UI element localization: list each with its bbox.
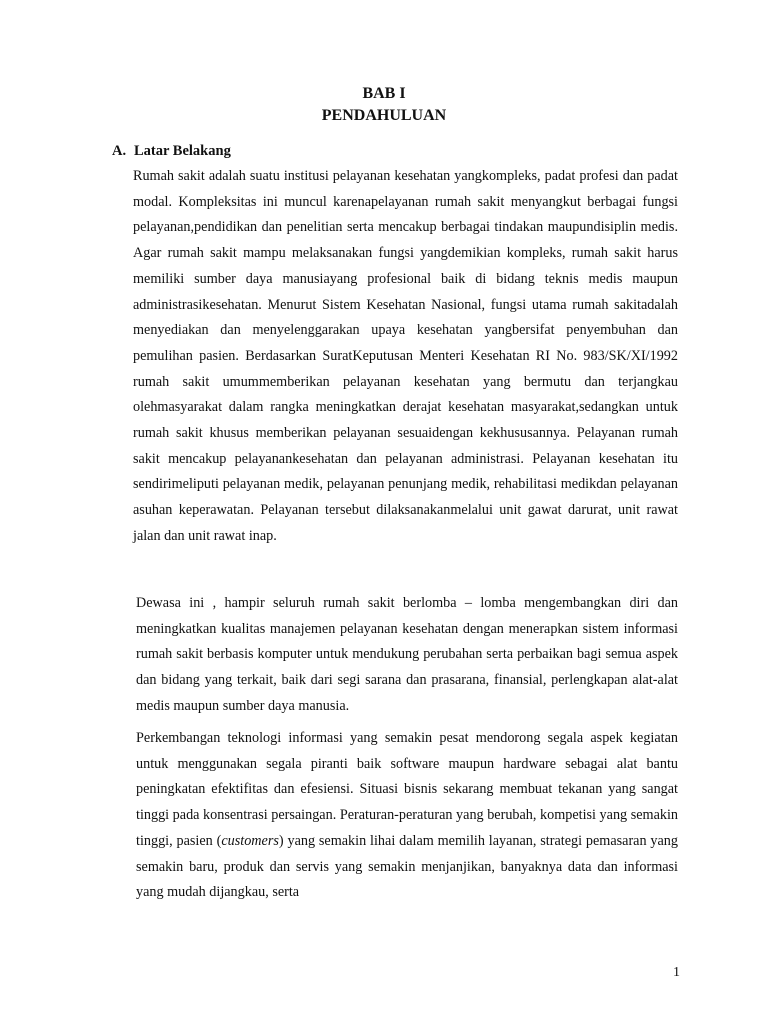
- paragraph-perkembangan-teknologi: [136, 726, 678, 906]
- chapter-title: PENDAHULUAN: [321, 107, 447, 124]
- chapter-number: BAB I: [362, 85, 406, 102]
- paragraph-text-part: ) yang semakin lihai dalam memilih layanan, strategi pemasaran yang semakin baru, produk dan servis yang semakin menjanjikan, banyaknya data dan informasi yang mudah dijangkau, serta: [136, 832, 678, 901]
- section-letter: A.: [112, 143, 127, 159]
- section-heading: [112, 141, 231, 161]
- section-title: Latar Belakang: [134, 143, 231, 159]
- italic-term-customers: customers: [221, 832, 279, 849]
- paragraph-text-part: Perkembangan teknologi informasi yang semakin pesat mendorong segala aspek kegiatan untuk menggunakan segala piranti baik software maupun hardware sebagai alat bantu peningkatan efektifitas dan efesiensi. Situasi bisnis sekarang membuat tekanan yang sangat tinggi pada konsentrasi persaingan. Peraturan-peraturan yang berubah, kompetisi yang semakin tinggi, pasien (: [136, 730, 678, 849]
- paragraph-dewasa-ini: Dewasa ini , hampir seluruh rumah sakit berlomba – lomba mengembangkan diri dan meningkatkan kualitas manajemen pelayanan kesehatan dengan menerapkan sistem informasi rumah sakit berbasis komputer untuk mendukung perubahan serta perbaikan bagi semua aspek dan bidang yang terkait, baik dari segi sarana dan prasarana, finansial, perlengkapan alat-alat medis maupun sumber daya manusia.: [136, 595, 678, 714]
- paragraph-latar-belakang: Rumah sakit adalah suatu institusi pelayanan kesehatan yangkompleks, padat profesi dan padat modal. Kompleksitas ini muncul karenapelayanan rumah sakit menyangkut berbagai fungsi pelayanan,pendidikan dan penelitian serta mencakup berbagai tindakan maupundisiplin medis. Agar rumah sakit mampu melaksanakan fungsi yangdemikian kompleks, rumah sakit harus memiliki sumber daya manusiayang profesional baik di bidang teknis medis maupun administrasikesehatan. Menurut Sistem Kesehatan Nasional, fungsi utama rumah sakitadalah menyediakan dan menyelenggarakan upaya kesehatan yangbersifat penyembuhan dan pemulihan pasien. Berdasarkan SuratKeputusan Menteri Kesehatan RI No. 983/SK/XI/1992 rumah sakit umummemberikan pelayanan kesehatan yang bermutu dan terjangkau olehmasyarakat dalam rangka meningkatkan derajat kesehatan masyarakat,sedangkan untuk rumah sakit khusus memberikan pelayanan sesuaidengan kekhususannya. Pelayanan rumah sakit mencakup pelayanankesehatan dan pelayanan administrasi. Pelayanan kesehatan itu sendirimeliputi pelayanan medik, pelayanan penunjang medik, rehabilitasi medikdan pelayanan asuhan keperawatan. Pelayanan tersebut dilaksanakanmelalui unit gawat darurat, unit rawat jalan dan unit rawat inap.: [133, 168, 678, 544]
- page-number: 1: [673, 965, 680, 980]
